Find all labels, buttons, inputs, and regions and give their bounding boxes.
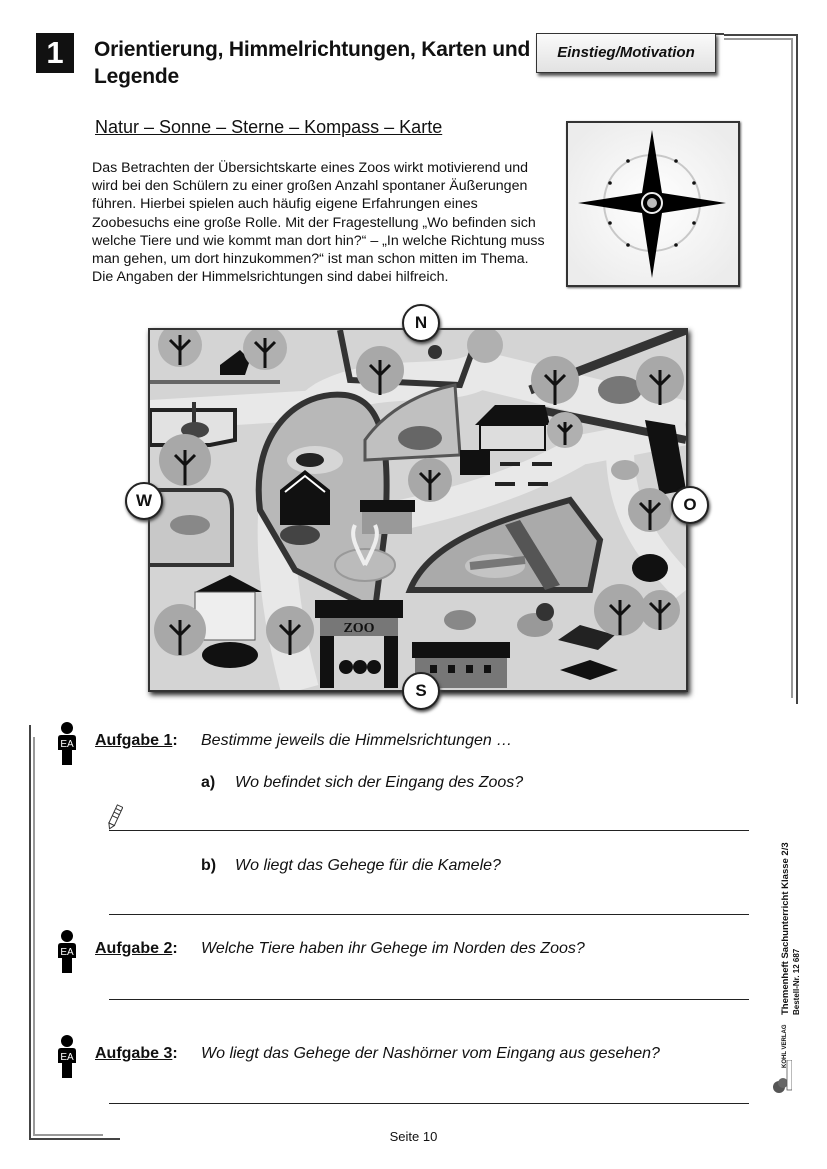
subtask-b-question: Wo liegt das Gehege für die Kamele? <box>235 857 501 874</box>
subtask-b-letter: b) <box>201 857 217 874</box>
south-marker: S <box>402 672 440 710</box>
answer-line[interactable] <box>109 999 749 1000</box>
subtask-a-question: Wo befindet sich der Eingang des Zoos? <box>235 774 524 791</box>
subtitle: Natur – Sonne – Sterne – Kompass – Karte <box>95 117 443 137</box>
task-2-label: Aufgabe 2: <box>95 940 178 957</box>
page-title: Orientierung, Himmelrichtungen, Karten und Legende <box>94 38 531 88</box>
answer-line[interactable] <box>109 1103 749 1104</box>
frame-line <box>796 34 798 704</box>
frame-line <box>33 737 35 1134</box>
svg-text:EA: EA <box>60 1052 74 1063</box>
task-3-question: Wo liegt das Gehege der Nashörner vom Eingang aus gesehen? <box>201 1045 660 1062</box>
task-3-label: Aufgabe 3: <box>95 1045 178 1062</box>
ea-person-icon <box>56 722 78 771</box>
task-1-label: Aufgabe 1: <box>95 732 178 749</box>
intro-paragraph: Das Betrachten der Übersichtskarte eines Zoos wirkt motivierend und wird bei den Schülern zu einer großen Anzahl spontaner Äußerungen führen. Hierbei spielen auch häufig eigene Erfahrungen eines Zoobesuchs eine große Rolle. Mit der Fragestellung „Wo befinden sich welche Tiere und wie kommt man dort hin?“ – „In welche Richtung muss man gehen, um dort hinzukommen?“ ist man schon mitten im Thema. Die Angaben der Himmelsrichtungen sind dabei hilfreich. <box>92 160 545 286</box>
frame-line <box>791 38 793 698</box>
zoo-map <box>148 328 688 692</box>
svg-text:EA: EA <box>60 947 74 958</box>
chapter-number: 1 <box>36 33 74 73</box>
side-publication-info <box>780 842 802 1015</box>
frame-line <box>29 725 31 1138</box>
ea-person-icon <box>56 1035 78 1084</box>
task-1-question: Bestimme jeweils die Himmelsrichtungen … <box>201 732 513 749</box>
publisher-name: KOHL VERLAG <box>782 1024 788 1068</box>
zoo-entrance-sign: ZOO <box>343 621 375 636</box>
publication-title: Themenheft Sachunterricht Klasse 2/3 <box>780 842 791 1015</box>
section-badge: Einstieg/Motivation <box>536 33 716 73</box>
west-marker: W <box>125 482 163 520</box>
task-2-question: Welche Tiere haben ihr Gehege im Norden des Zoos? <box>201 940 585 957</box>
pencil-icon <box>107 803 123 836</box>
order-number: Bestell-Nr. 12 687 <box>792 948 801 1015</box>
ea-person-icon <box>56 930 78 979</box>
frame-line <box>724 34 797 36</box>
publisher-logo-icon <box>770 1060 792 1094</box>
page-number: Seite 10 <box>389 1129 438 1144</box>
compass-rose-icon <box>566 121 740 287</box>
east-marker: O <box>671 486 709 524</box>
answer-line[interactable] <box>109 914 749 915</box>
subtask-a-letter: a) <box>201 774 216 791</box>
frame-line <box>716 33 724 35</box>
svg-text:EA: EA <box>60 739 74 750</box>
frame-line <box>724 38 792 40</box>
answer-line[interactable] <box>109 830 749 831</box>
north-marker: N <box>402 304 440 342</box>
